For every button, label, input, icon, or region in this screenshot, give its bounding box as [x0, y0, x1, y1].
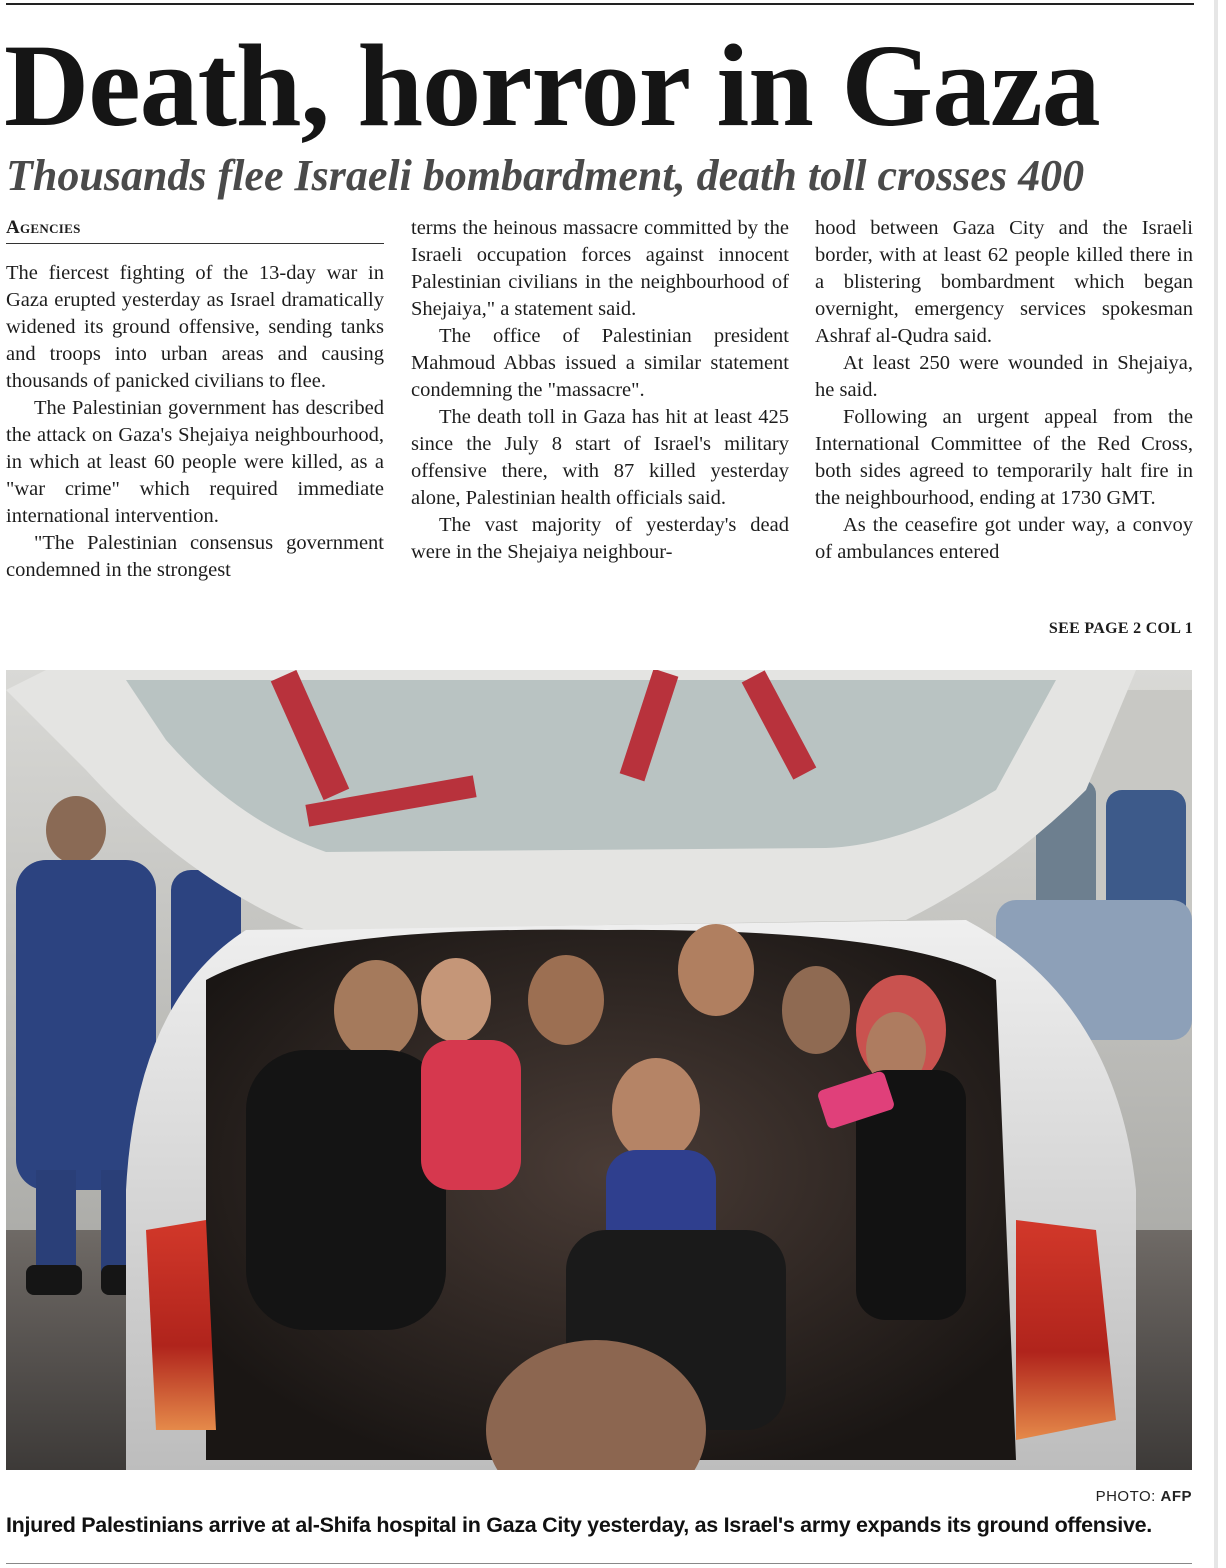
paragraph: The death toll in Gaza has hit at least 425 since the July 8 start of Israel's military offensive there, with 87 killed yesterday alone, Palestinian health officials said.	[411, 406, 789, 509]
photo-credit-label: PHOTO:	[1095, 1488, 1156, 1505]
byline: Agencies	[6, 215, 384, 244]
top-rule	[6, 3, 1194, 5]
paragraph: The fiercest fighting of the 13-day war in Gaza erupted yesterday as Israel dramatically widened its ground offensive, sending tanks and troops into urban areas and causing thousands of panicked civilians to flee.	[6, 262, 384, 392]
subheadline: Thousands flee Israeli bombardment, death toll crosses 400	[6, 151, 1085, 200]
bottom-rule	[6, 1563, 1192, 1564]
paragraph: terms the heinous massacre committed by the Israeli occupation forces against innocent Palestinian civilians in the neighbourhood of Shejaiya," a statement said.	[411, 217, 789, 320]
article-column-1	[6, 260, 384, 584]
paragraph: The vast majority of yesterday's dead were in the Shejaiya neighbour-	[411, 514, 789, 563]
paragraph: At least 250 were wounded in Shejaiya, he said.	[815, 352, 1193, 401]
news-photo	[6, 670, 1192, 1470]
paragraph: "The Palestinian consensus government condemned in the strongest	[6, 532, 384, 581]
paragraph: The Palestinian government has described the attack on Gaza's Shejaiya neighbourhood, in which at least 60 people were killed, as a "war crime" which required immediate international intervention.	[6, 397, 384, 527]
photo-caption: Injured Palestinians arrive at al-Shifa hospital in Gaza City yesterday, as Israel's army expands its ground offensive.	[6, 1513, 1152, 1537]
article-column-3	[815, 215, 1193, 566]
page-edge	[1214, 0, 1218, 1568]
continuation-jump: SEE PAGE 2 COL 1	[1048, 620, 1193, 637]
paragraph: The office of Palestinian president Mahmoud Abbas issued a similar statement condemning the "massacre".	[411, 325, 789, 401]
headline: Death, horror in Gaza	[4, 20, 1100, 151]
paragraph: As the ceasefire got under way, a convoy of ambulances entered	[815, 514, 1193, 563]
article-column-2	[411, 215, 789, 566]
paragraph: hood between Gaza City and the Israeli border, with at least 62 people killed there in a blistering bombardment which began overnight, emergency services spokesman Ashraf al-Qudra said.	[815, 217, 1193, 347]
photo-credit-source: AFP	[1160, 1488, 1192, 1505]
paragraph: Following an urgent appeal from the International Committee of the Red Cross, both sides agreed to temporarily halt fire in the neighbourhood, ending at 1730 GMT.	[815, 406, 1193, 509]
photo-credit	[900, 1488, 1192, 1505]
